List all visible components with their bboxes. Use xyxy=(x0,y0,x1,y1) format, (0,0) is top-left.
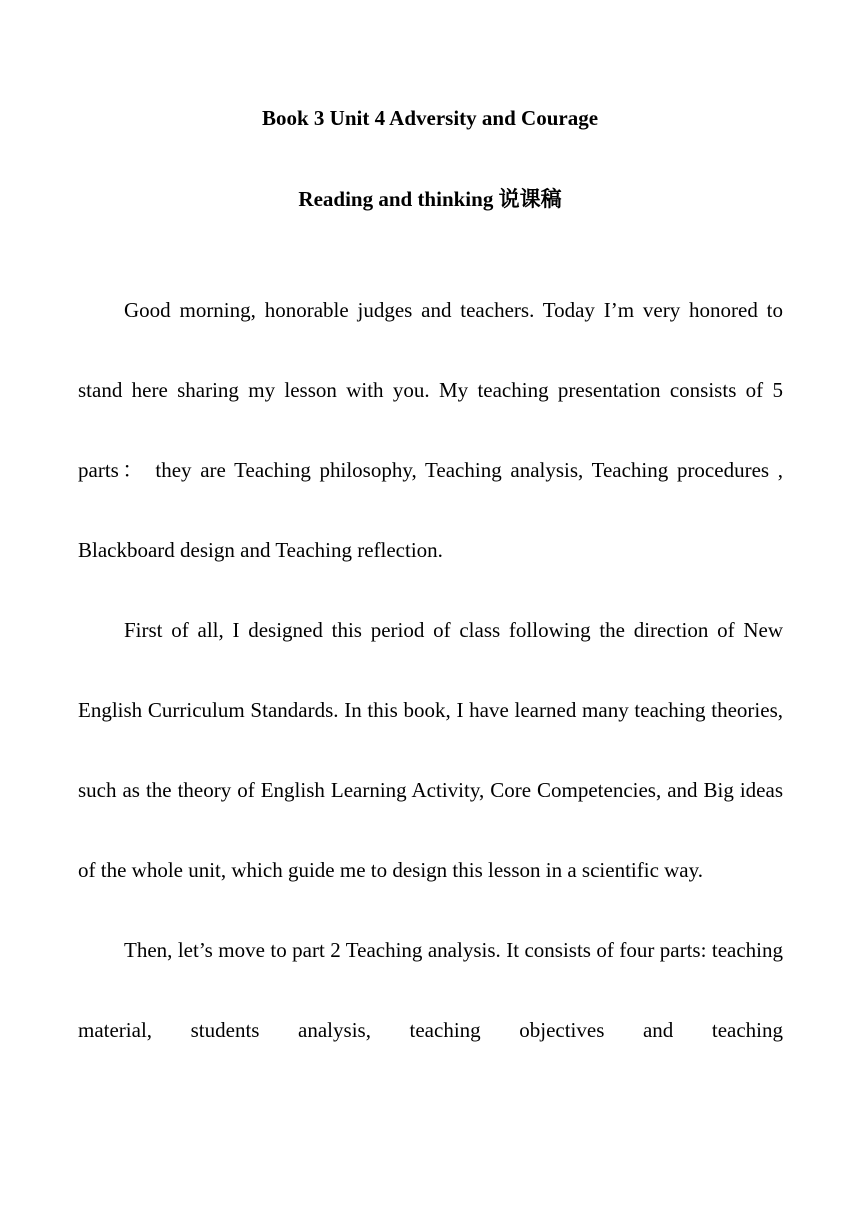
document-title: Book 3 Unit 4 Adversity and Courage xyxy=(261,106,599,130)
paragraph-teaching-philosophy: First of all, I designed this period of class following the direction of New English Curriculum Standards. In this book, I have learned many teaching theories, such as the theory of English Learning Activity, Core Competencies, and Big ideas of the whole unit, which guide me to design this lesson in a scientific way. xyxy=(78,618,783,882)
document-subtitle: Reading and thinking 说课稿 xyxy=(298,187,562,211)
document-body xyxy=(78,270,783,1070)
paragraph-teaching-analysis: Then, let’s move to part 2 Teaching analysis. It consists of four parts: teaching material, students analysis, teaching objectives and teaching xyxy=(78,938,783,1042)
paragraph-introduction: Good morning, honorable judges and teachers. Today I’m very honored to stand here sharing my lesson with you. My teaching presentation consists of 5 parts： they are Teaching philosophy, Teaching analysis, Teaching procedures , Blackboard design and Teaching reflection. xyxy=(78,298,783,562)
